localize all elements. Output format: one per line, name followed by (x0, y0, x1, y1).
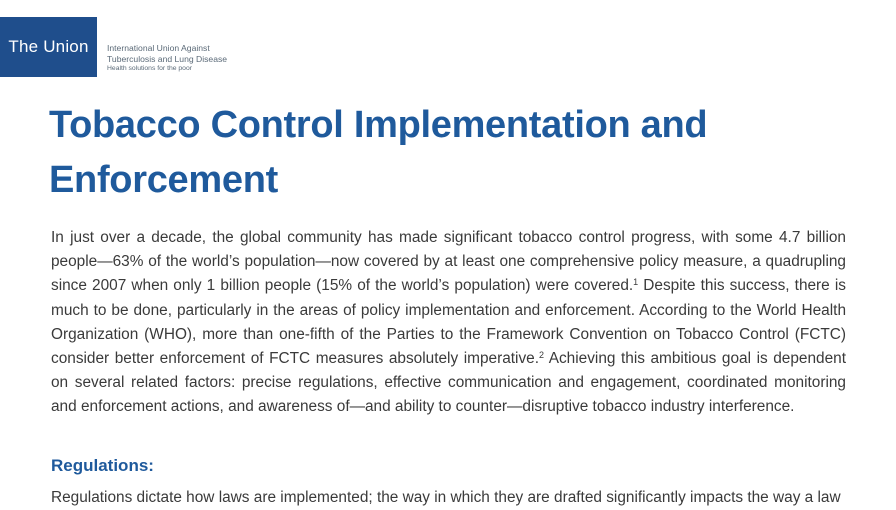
regulations-paragraph: Regulations dictate how laws are implemented; the way in which they are drafted significantly impacts the way a law (51, 489, 841, 506)
org-name-line-2: Tuberculosis and Lung Disease (107, 53, 228, 64)
footnote-ref-1: 1 (633, 277, 639, 288)
intro-text-part-1: In just over a decade, the global community has made significant tobacco control progress, with some 4.7 billion people—63% of the world’s population—now covered by at least one comprehensive policy measure, a quadrupling since 2007 when only 1 billion people (15% of the world’s population) were covered. (51, 229, 846, 295)
page-title: Tobacco Control Implementation and Enforcement (49, 104, 708, 201)
org-name-line-1: International Union Against (107, 43, 210, 53)
footnote-ref-2: 2 (538, 350, 544, 361)
intro-text-part-2: Despite this success, there is much to be done, particularly in the areas of policy implementation and enforcement. According to the World Health Organization (WHO), more than one-fifth of the Parties to the Framework Convention on Tobacco Control (FCTC) consider better enforcement of FCTC measures absolutely imperative. (51, 277, 846, 368)
intro-paragraph (51, 226, 846, 420)
org-tagline: Health solutions for the poor (107, 65, 193, 72)
union-logo (0, 17, 97, 77)
logo-text: The Union (8, 37, 89, 56)
organization-name (107, 43, 227, 73)
regulations-heading: Regulations: (51, 456, 154, 475)
intro-text-part-3: Achieving this ambitious goal is dependent on several related factors: precise regulations, effective communication and engagement, coordinated monitoring and enforcement actions, and awareness of—and ability to counter—disruptive tobacco industry interference. (51, 350, 846, 416)
